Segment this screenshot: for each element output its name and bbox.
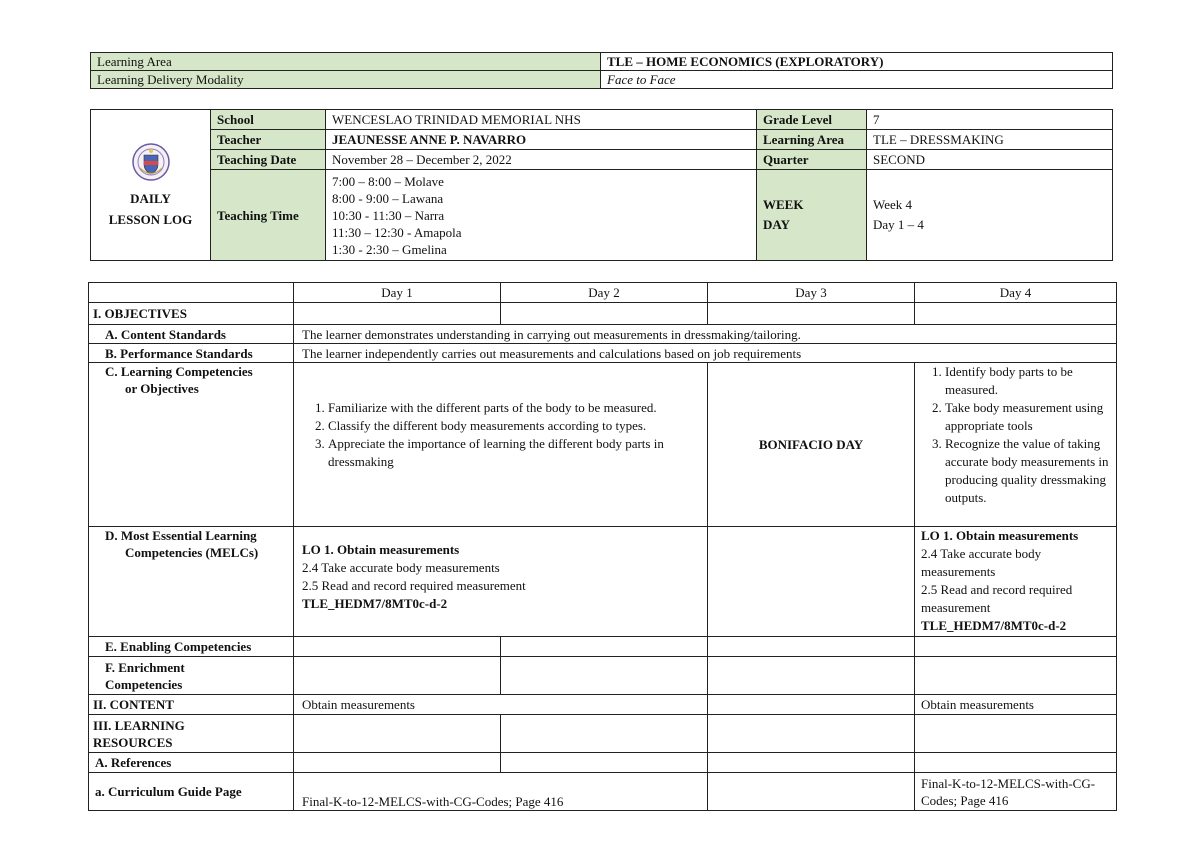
melcs-lo: LO 1. Obtain measurements bbox=[302, 542, 460, 557]
dll-title-1: DAILY bbox=[130, 191, 171, 206]
objectives-day4 bbox=[915, 363, 1117, 527]
enrichment-label-line2: Competencies bbox=[105, 676, 183, 692]
day-header: Day 4 bbox=[915, 283, 1117, 303]
objective-item: 1. Familiarize with the different parts of the body to be measured. bbox=[328, 399, 689, 417]
content-standards-label: A. Content Standards bbox=[89, 325, 294, 344]
melcs-day3 bbox=[708, 527, 915, 637]
enabling-label: E. Enabling Competencies bbox=[89, 637, 294, 657]
dll-title-2: LESSON LOG bbox=[108, 212, 193, 227]
curriculum-label: a. Curriculum Guide Page bbox=[89, 773, 294, 811]
deped-seal-icon bbox=[131, 141, 171, 183]
time-slot: 10:30 - 11:30 – Narra bbox=[332, 207, 445, 223]
info-table bbox=[90, 109, 1113, 261]
melcs-day12 bbox=[294, 527, 708, 637]
teacher-value: JEAUNESSE ANNE P. NAVARRO bbox=[326, 130, 757, 150]
melcs-item: 2.5 Read and record required measurement bbox=[302, 578, 526, 593]
day-word: DAY bbox=[763, 217, 790, 232]
time-slot: 8:00 - 9:00 – Lawana bbox=[332, 190, 444, 206]
objective-item: 2. Take body measurement using appropriate tools bbox=[945, 399, 1112, 435]
teaching-times bbox=[326, 170, 757, 261]
day-header: Day 2 bbox=[501, 283, 708, 303]
curriculum-value-day4: Final-K-to-12-MELCS-with-CG-Codes; Page 416 bbox=[915, 773, 1117, 811]
references-label: A. References bbox=[89, 753, 294, 773]
teacher-label: Teacher bbox=[211, 130, 326, 150]
grade-label: Grade Level bbox=[757, 110, 867, 130]
objective-item: 1. Identify body parts to be measured. bbox=[945, 363, 1112, 399]
objectives-heading: I. OBJECTIVES bbox=[89, 303, 294, 325]
content-heading: II. CONTENT bbox=[89, 695, 294, 715]
lesson-plan-table bbox=[88, 282, 1117, 811]
area-label: Learning Area bbox=[757, 130, 867, 150]
melcs-item: 2.4 Take accurate body measurements bbox=[921, 546, 1042, 579]
time-label: Teaching Time bbox=[211, 170, 326, 261]
week-value: Week 4 bbox=[873, 197, 913, 212]
grade-value: 7 bbox=[867, 110, 1113, 130]
header-table bbox=[90, 52, 1113, 89]
date-value: November 28 – December 2, 2022 bbox=[326, 150, 757, 170]
school-value: WENCESLAO TRINIDAD MEMORIAL NHS bbox=[326, 110, 757, 130]
day-value: Day 1 – 4 bbox=[873, 217, 924, 232]
corner-cell bbox=[89, 283, 294, 303]
area-value: TLE – DRESSMAKING bbox=[867, 130, 1113, 150]
melcs-label-line2: Competencies (MELCs) bbox=[125, 545, 259, 560]
quarter-value: SECOND bbox=[867, 150, 1113, 170]
objective-item: 3. Recognize the value of taking accurate body measurements in producing quality dressmaking outputs. bbox=[945, 435, 1112, 507]
melcs-item: 2.4 Take accurate body measurements bbox=[302, 560, 500, 575]
modality-value: Face to Face bbox=[601, 71, 1113, 89]
melcs-day4 bbox=[915, 527, 1117, 637]
enrichment-label bbox=[89, 657, 294, 695]
day-header: Day 3 bbox=[708, 283, 915, 303]
content-value-day12: Obtain measurements bbox=[294, 695, 708, 715]
time-slot: 11:30 – 12:30 - Amapola bbox=[332, 224, 462, 240]
performance-standards-label: B. Performance Standards bbox=[89, 344, 294, 363]
competencies-label-line2: or Objectives bbox=[125, 381, 199, 396]
resources-line1: III. LEARNING bbox=[93, 717, 185, 733]
school-label: School bbox=[211, 110, 326, 130]
week-word: WEEK bbox=[763, 197, 804, 212]
competencies-label bbox=[89, 363, 294, 527]
holiday-label: BONIFACIO DAY bbox=[708, 363, 915, 527]
melcs-item: 2.5 Read and record required measurement bbox=[921, 582, 1073, 615]
melcs-label bbox=[89, 527, 294, 637]
time-slot: 1:30 - 2:30 – Gmelina bbox=[332, 241, 447, 257]
time-slot: 7:00 – 8:00 – Molave bbox=[332, 173, 444, 189]
objective-item: 2. Classify the different body measurements according to types. bbox=[328, 417, 689, 435]
modality-label: Learning Delivery Modality bbox=[91, 71, 601, 89]
objective-item: 3. Appreciate the importance of learning the different body parts in dressmaking bbox=[328, 435, 689, 471]
content-value-day4: Obtain measurements bbox=[915, 695, 1117, 715]
logo-cell bbox=[91, 110, 211, 261]
resources-heading bbox=[89, 715, 294, 753]
learning-area-value: TLE – HOME ECONOMICS (EXPLORATORY) bbox=[601, 53, 1113, 71]
learning-area-label: Learning Area bbox=[91, 53, 601, 71]
date-label: Teaching Date bbox=[211, 150, 326, 170]
melcs-lo: LO 1. Obtain measurements bbox=[921, 528, 1079, 543]
weekday-value bbox=[867, 170, 1113, 261]
resources-line2: RESOURCES bbox=[93, 734, 173, 750]
melcs-code: TLE_HEDM7/8MT0c-d-2 bbox=[302, 596, 448, 611]
performance-standards-value: The learner independently carries out measurements and calculations based on job requirements bbox=[294, 344, 1117, 363]
day-header: Day 1 bbox=[294, 283, 501, 303]
objectives-day12 bbox=[294, 363, 708, 527]
content-standards-value: The learner demonstrates understanding in carrying out measurements in dressmaking/tailoring. bbox=[294, 325, 1117, 344]
enrichment-label-line1: F. Enrichment bbox=[105, 659, 185, 675]
curriculum-value-day12: Final-K-to-12-MELCS-with-CG-Codes; Page 416 bbox=[294, 773, 708, 811]
melcs-label-line1: D. Most Essential Learning bbox=[105, 528, 257, 543]
weekday-label bbox=[757, 170, 867, 261]
melcs-code: TLE_HEDM7/8MT0c-d-2 bbox=[921, 618, 1067, 633]
competencies-label-line1: C. Learning Competencies bbox=[105, 364, 253, 379]
quarter-label: Quarter bbox=[757, 150, 867, 170]
